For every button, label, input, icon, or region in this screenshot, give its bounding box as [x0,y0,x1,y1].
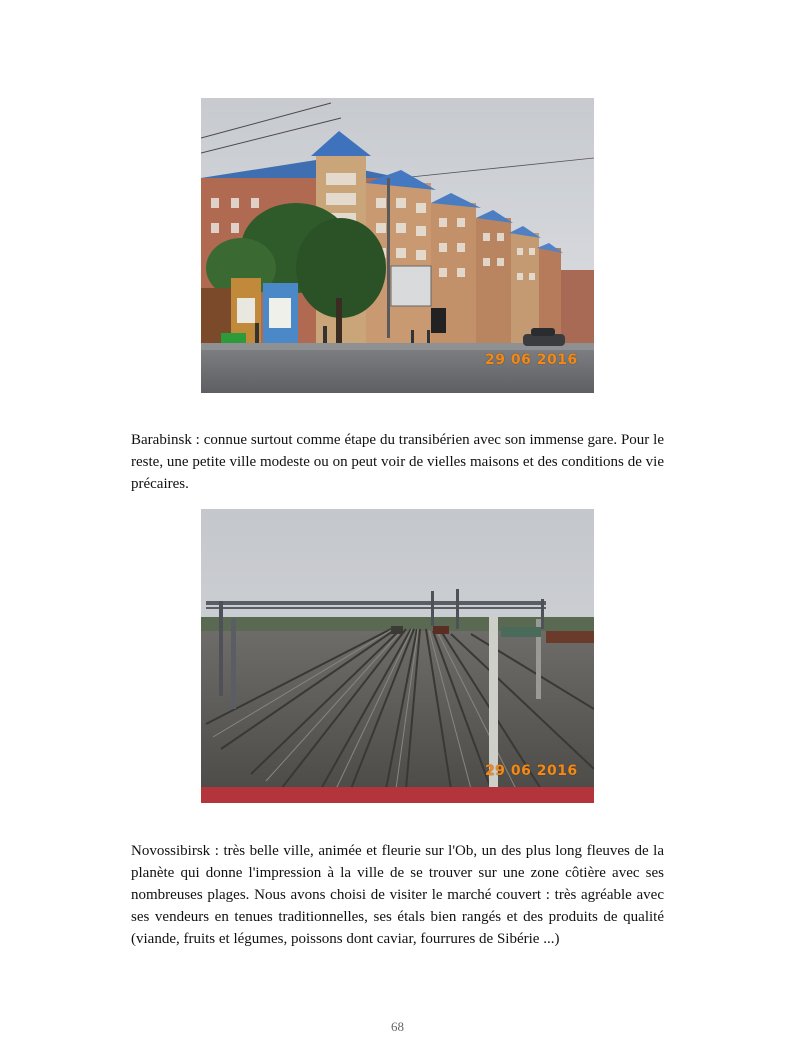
railway-photo [201,509,594,803]
photo-date-stamp: 29 06 2016 [485,763,578,779]
photo-date-stamp: 29 06 2016 [485,352,578,368]
street-photo [201,98,594,393]
novossibirsk-paragraph: Novossibirsk : très belle ville, animée et fleurie sur l'Ob, un des plus long fleuves de la planète qui donne l'impression à la ville de se trouver sur une zone côtière avec ses nombreuses plages. Nous avons choisi de visiter le marché couvert : très agréable avec ses vendeurs en tenues traditionnelles, ses étals bien rangés et des produits de qualité (viande, fruits et légumes, poissons dont caviar, fourrures de Sibérie ...) [131,843,664,947]
page-number: 68 [391,1019,404,1034]
railway-photo-drawing [201,509,594,803]
barabinsk-paragraph: Barabinsk : connue surtout comme étape du transibérien avec son immense gare. Pour le reste, une petite ville modeste ou on peut voir de vielles maisons et des conditions de vie précaires. [131,432,664,492]
street-photo-drawing [201,98,594,393]
